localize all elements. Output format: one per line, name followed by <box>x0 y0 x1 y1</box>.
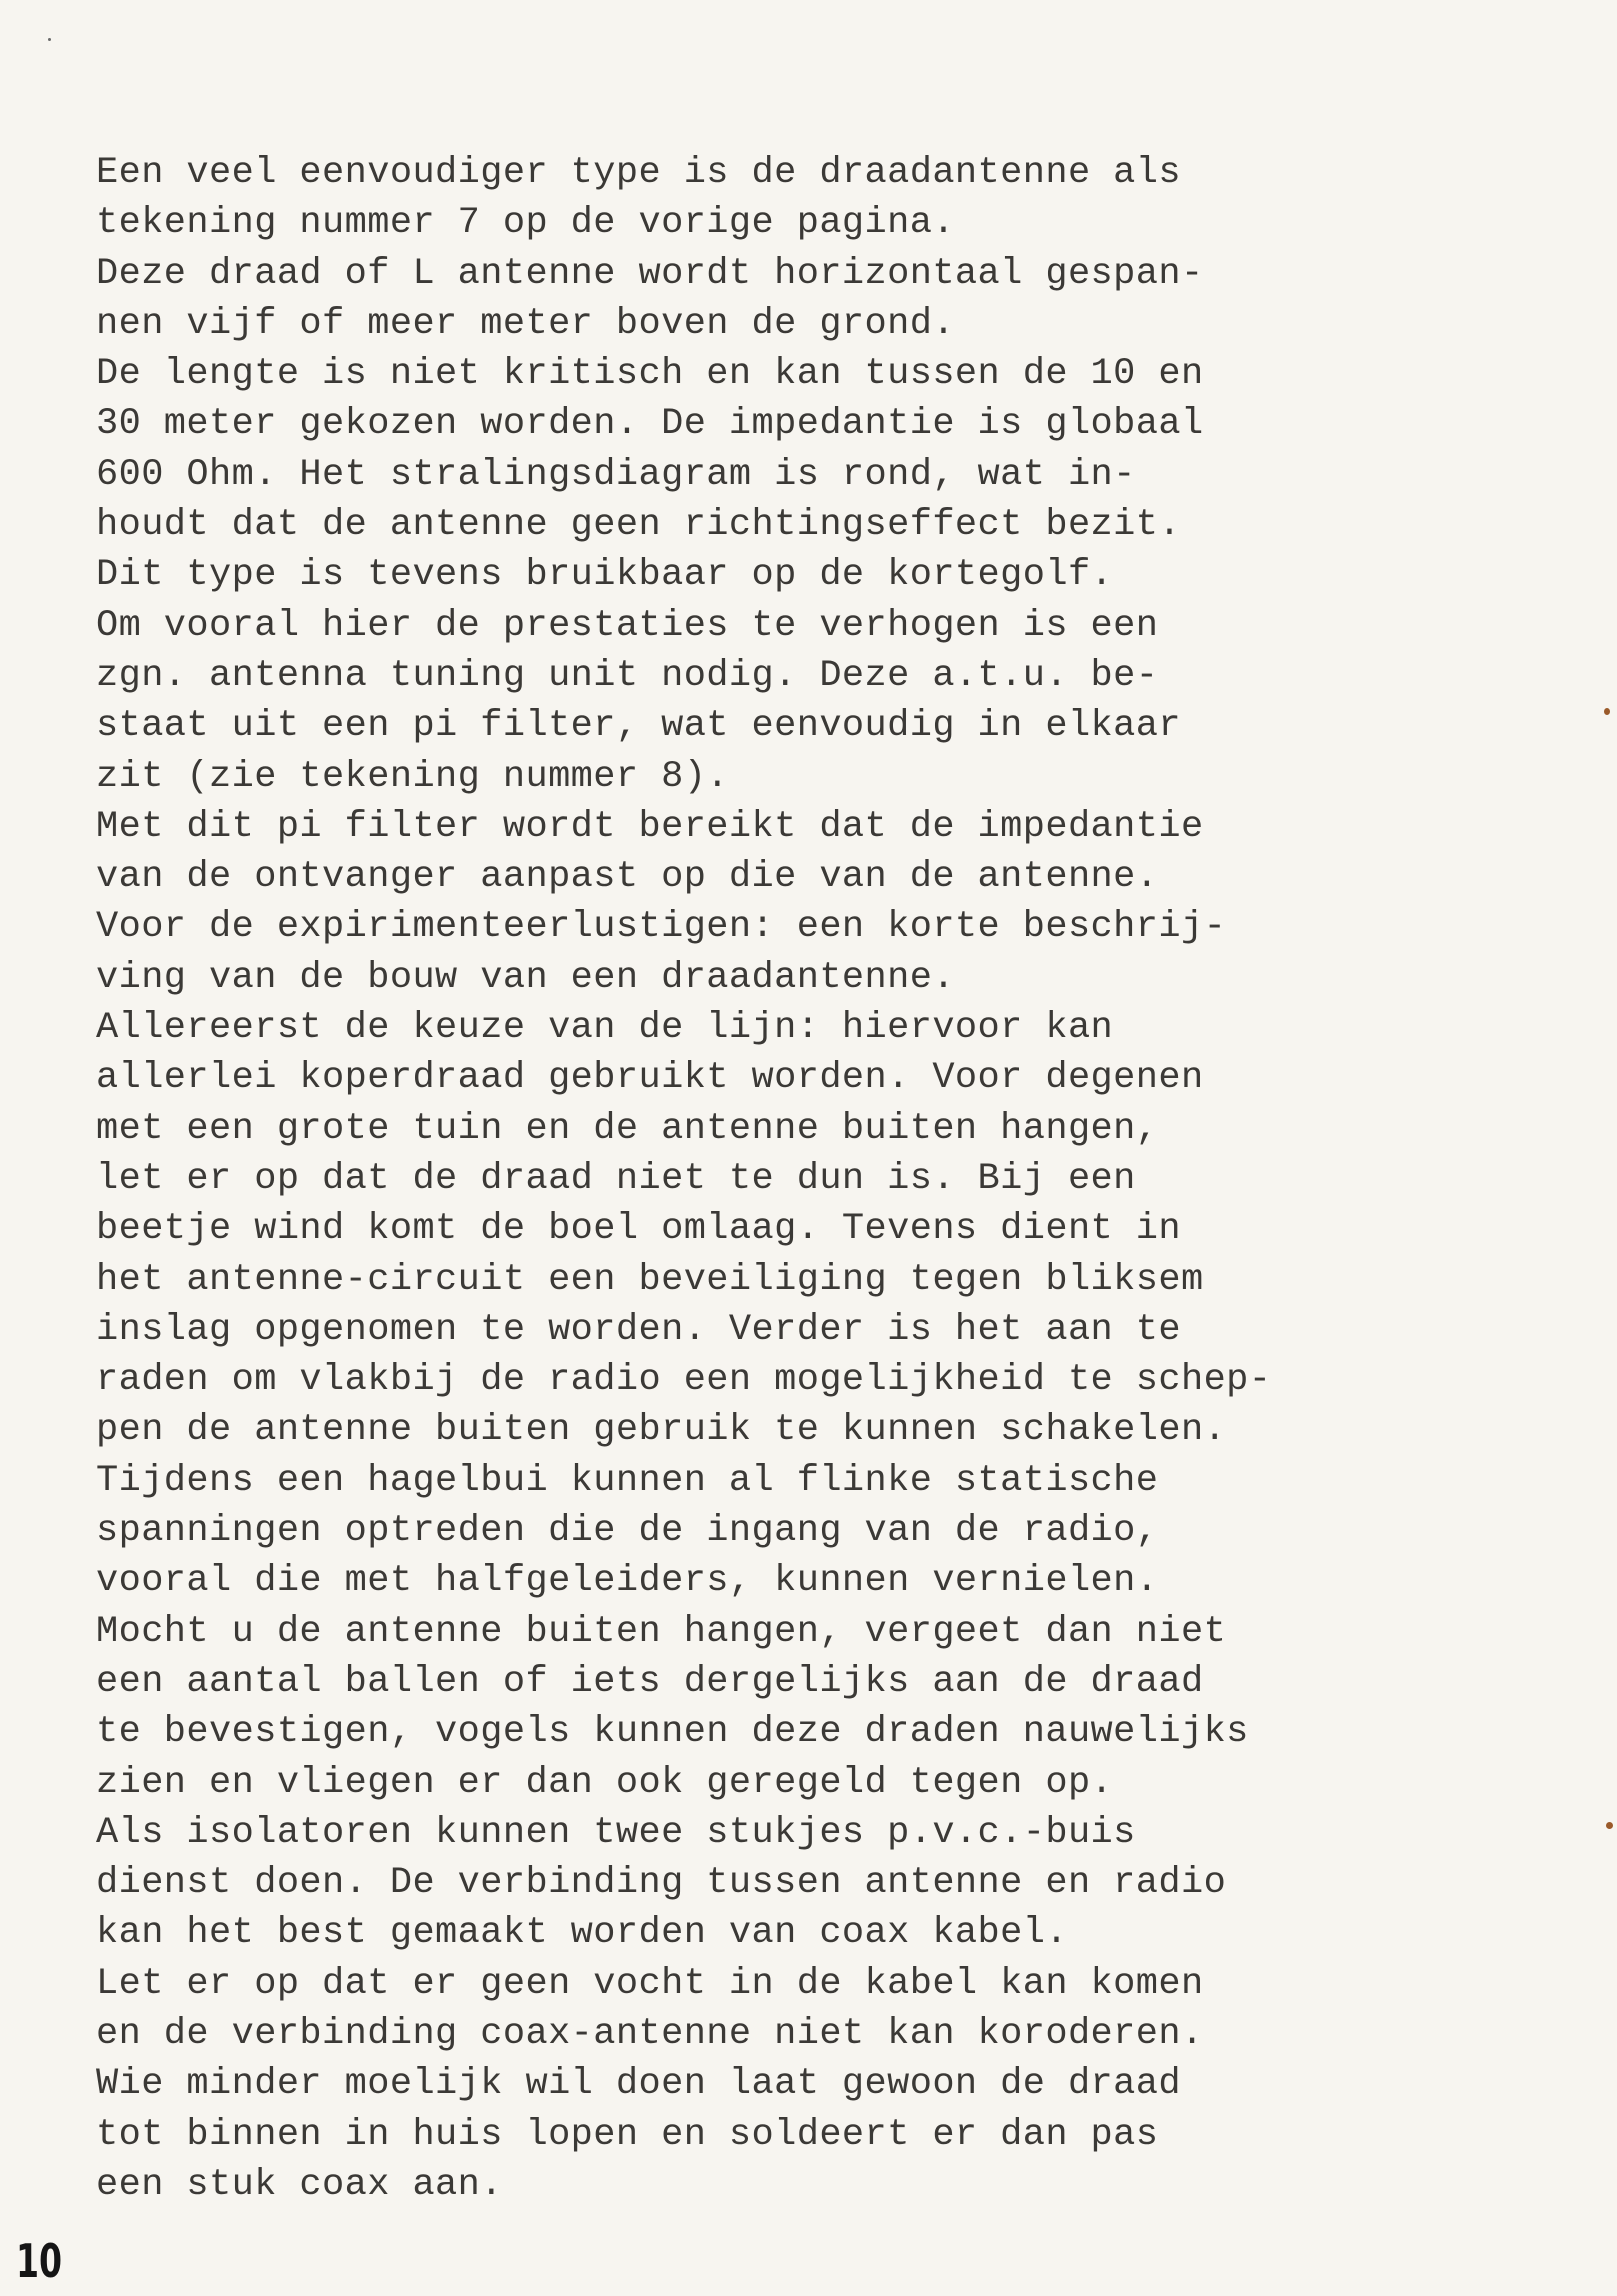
paper-stain <box>48 38 51 41</box>
text-line: nen vijf of meer meter boven de grond. <box>96 302 955 345</box>
text-line: allerlei koperdraad gebruikt worden. Voor degenen <box>96 1057 1204 1100</box>
text-line: zien en vliegen er dan ook geregeld tegen op. <box>96 1761 1114 1804</box>
paper-stain <box>1606 1822 1613 1829</box>
page-number: 10 <box>16 2234 63 2288</box>
text-line: Met dit pi filter wordt bereikt dat de impedantie <box>96 805 1204 848</box>
text-line: tekening nummer 7 op de vorige pagina. <box>96 202 955 245</box>
text-line: zit (zie tekening nummer 8). <box>96 755 729 798</box>
text-line: let er op dat de draad niet te dun is. Bij een <box>96 1157 1136 1200</box>
text-line: inslag opgenomen te worden. Verder is het aan te <box>96 1308 1181 1351</box>
text-line: tot binnen in huis lopen en soldeert er dan pas <box>96 2113 1159 2156</box>
text-line: een aantal ballen of iets dergelijks aan de draad <box>96 1660 1204 1703</box>
text-line: pen de antenne buiten gebruik te kunnen schakelen. <box>96 1409 1227 1452</box>
paper-stain <box>1604 708 1610 715</box>
text-line: dienst doen. De verbinding tussen antenne en radio <box>96 1862 1227 1905</box>
text-line: te bevestigen, vogels kunnen deze draden nauwelijks <box>96 1711 1249 1754</box>
text-line: 30 meter gekozen worden. De impedantie is globaal <box>96 403 1204 446</box>
text-line: staat uit een pi filter, wat eenvoudig in elkaar <box>96 705 1181 748</box>
text-line: Tijdens een hagelbui kunnen al flinke statische <box>96 1459 1159 1502</box>
text-line: Een veel eenvoudiger type is de draadantenne als <box>96 152 1181 194</box>
text-line: Allereerst de keuze van de lijn: hiervoor kan <box>96 1007 1114 1050</box>
text-line: raden om vlakbij de radio een mogelijkheid te schep- <box>96 1359 1272 1402</box>
text-line: en de verbinding coax-antenne niet kan koroderen. <box>96 2012 1204 2055</box>
text-line: 600 Ohm. Het stralingsdiagram is rond, wat in- <box>96 453 1136 496</box>
text-line: met een grote tuin en de antenne buiten hangen, <box>96 1107 1159 1150</box>
text-line: kan het best gemaakt worden van coax kabel. <box>96 1912 1068 1955</box>
text-line: houdt dat de antenne geen richtingseffect bezit. <box>96 504 1181 547</box>
text-line: Let er op dat er geen vocht in de kabel kan komen <box>96 1962 1204 2005</box>
text-line: De lengte is niet kritisch en kan tussen de 10 en <box>96 353 1204 396</box>
text-line: Voor de expirimenteerlustigen: een korte beschrij- <box>96 906 1227 949</box>
text-line: vooral die met halfgeleiders, kunnen vernielen. <box>96 1560 1159 1603</box>
text-line: Mocht u de antenne buiten hangen, vergeet dan niet <box>96 1610 1227 1653</box>
text-line: ving van de bouw van een draadantenne. <box>96 956 955 999</box>
text-line: Dit type is tevens bruikbaar op de kortegolf. <box>96 554 1114 597</box>
text-line: spanningen optreden die de ingang van de radio, <box>96 1510 1159 1553</box>
body-text <box>96 148 1496 2210</box>
text-line: Wie minder moelijk wil doen laat gewoon de draad <box>96 2063 1181 2106</box>
text-line: Deze draad of L antenne wordt horizontaal gespan- <box>96 252 1204 295</box>
text-line: Als isolatoren kunnen twee stukjes p.v.c.-buis <box>96 1811 1136 1854</box>
text-line: Om vooral hier de prestaties te verhogen is een <box>96 604 1159 647</box>
text-line: beetje wind komt de boel omlaag. Tevens dient in <box>96 1208 1181 1251</box>
text-line: een stuk coax aan. <box>96 2163 503 2206</box>
text-line: zgn. antenna tuning unit nodig. Deze a.t.u. be- <box>96 654 1159 697</box>
text-line: van de ontvanger aanpast op die van de antenne. <box>96 856 1159 899</box>
text-line: het antenne-circuit een beveiliging tegen bliksem <box>96 1258 1204 1301</box>
